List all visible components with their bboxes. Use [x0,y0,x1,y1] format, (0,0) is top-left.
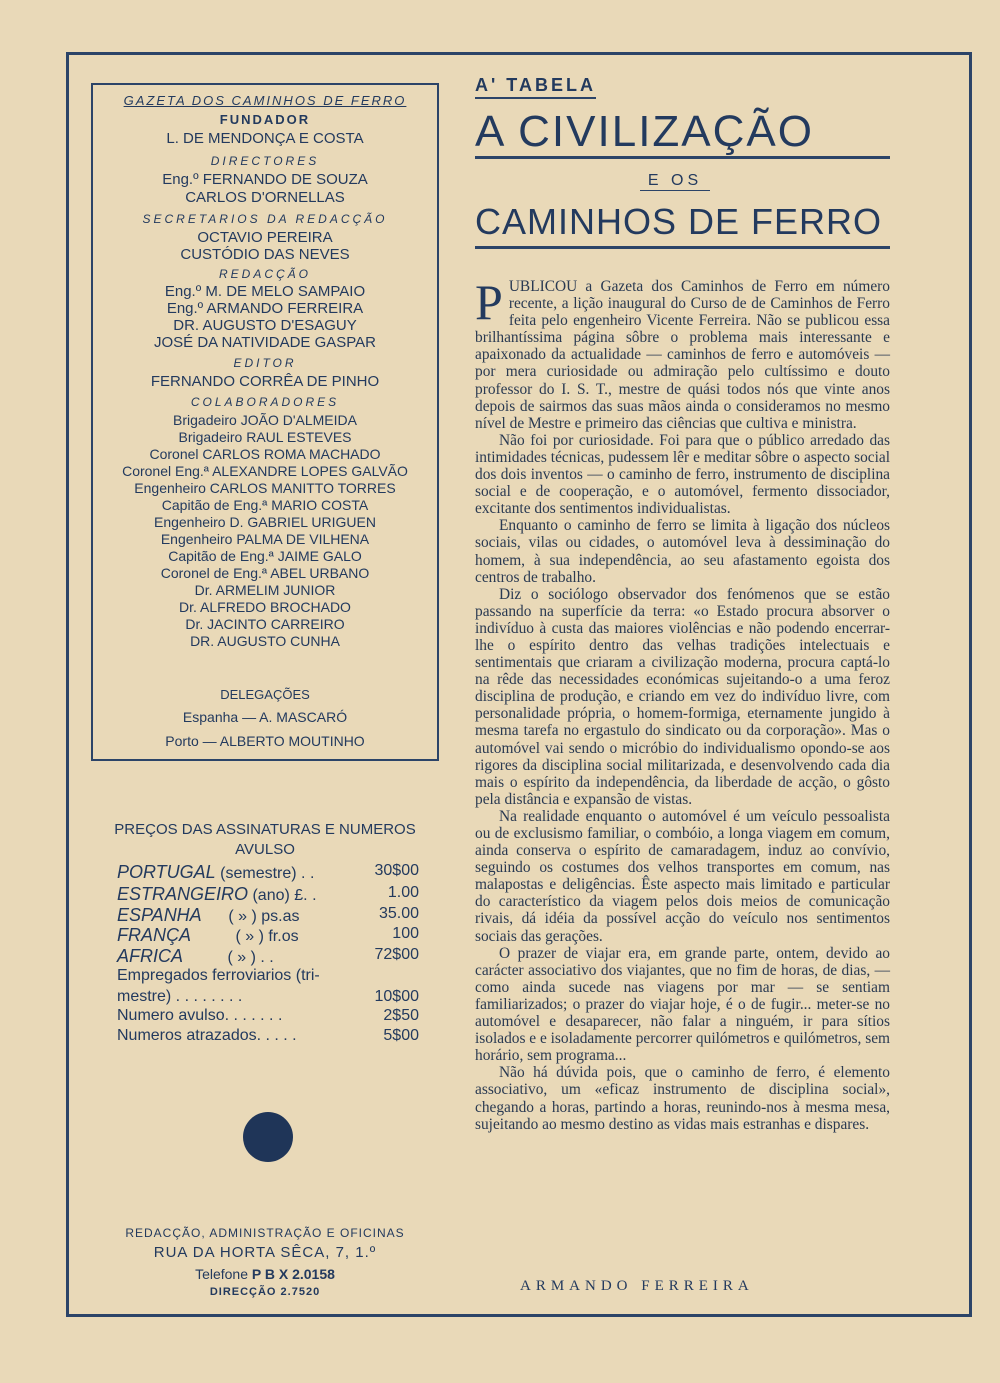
price-detail: ( » ) ps.as [201,908,300,925]
secretaries-label: SECRETARIOS DA REDACÇÃO [142,212,388,226]
price-row [117,1007,419,1027]
founder-label: FUNDADOR [219,112,311,127]
directors-label: DIRECTORES [210,154,320,168]
price-label [117,925,299,946]
article-title-join: E OS [640,172,710,191]
price-value: 5$00 [383,1027,419,1044]
price-detail: Numeros atrazados. . . . . [117,1027,297,1044]
redaccao-name: Eng.º M. DE MELO SAMPAIO [164,283,366,300]
redaccao-name: JOSÉ DA NATIVIDADE GASPAR [154,334,376,351]
price-label [117,862,314,883]
director-name: CARLOS D'ORNELLAS [185,189,345,206]
price-detail: Numero avulso. . . . . . . [117,1007,283,1024]
price-country: ESTRANGEIRO [117,884,249,904]
masthead-title: GAZETA DOS CAMINHOS DE FERRO [123,93,407,108]
collaborator-name: Coronel de Eng.ª ABEL URBANO [160,565,370,581]
price-row [117,884,419,904]
price-row [117,967,419,987]
secretary-name: OCTAVIO PEREIRA [197,229,333,246]
prices-title: AVULSO [235,841,295,858]
price-label [117,884,317,905]
collaborator-name: Coronel CARLOS ROMA MACHADO [149,446,381,462]
price-value: 1.00 [387,884,419,901]
address-line-2: RUA DA HORTA SÊCA, 7, 1.º [153,1244,377,1261]
price-row [117,905,419,925]
ornament-dot [243,1112,293,1162]
price-country: AFRICA [117,946,184,966]
secretary-name: CUSTÓDIO DAS NEVES [180,246,350,263]
redaccao-name: Eng.º ARMANDO FERREIRA [166,300,364,317]
collaborator-name: Brigadeiro RAUL ESTEVES [178,429,352,445]
price-value: 10$00 [374,988,419,1005]
price-label [117,1027,297,1045]
collaborator-name: Dr. ALFREDO BROCHADO [179,599,351,615]
article-paragraph: Não foi por curiosidade. Foi para que o público arredado das intimidades técnicas, pudessem lêr e meditar sôbre o aspecto social dos dois inventos — o caminho de ferro, instrumento de disciplina social e de cooperação, e o automóvel, fermento dissociador, excitante dos sentimentos individualistas. [475,431,890,518]
collaborator-name: Engenheiro D. GABRIEL URIGUEN [153,514,376,530]
collaborator-name: Engenheiro CARLOS MANITTO TORRES [134,480,396,496]
collaborator-name: Engenheiro PALMA DE VILHENA [160,531,370,547]
price-value: 35.00 [378,905,419,922]
collaborator-name: Dr. ARMELIM JUNIOR [194,582,336,598]
phone-label: Telefone [195,1266,248,1282]
redaccao-name: DR. AUGUSTO D'ESAGUY [173,317,357,334]
collaborator-name: DR. AUGUSTO CUNHA [190,633,340,649]
article-paragraph: Na realidade enquanto o automóvel é um veículo pessoalista ou de exclusismo familiar, o combóio, a longa viagem em comum, ainda conserva o espírito de camaradagem, induz ao convívio, seguindo os costumes dos velhos transportes em comum, nas malapostas e deligências. Êste aspecto mais limitado e particular do característico da viagem pelos dois meios de comunicação rivais, dá idéia da possível acção do veículo nos sentimentos sociais das gerações. [475,807,890,945]
price-label [117,1007,282,1025]
prices-title: PREÇOS DAS ASSINATURAS E NUMEROS [114,821,416,838]
signature: ARMANDO FERREIRA [520,1278,754,1294]
price-row [117,862,419,882]
editor-label: EDITOR [233,356,297,370]
price-country: PORTUGAL [117,862,216,882]
price-row [117,1027,419,1047]
price-value: 100 [392,925,419,942]
redaccao-label: REDACÇÃO [218,267,311,281]
director-name: Eng.º FERNANDO DE SOUZA [162,171,368,188]
price-row [117,946,419,966]
collaborators-label: COLABORADORES [190,395,340,409]
price-detail: Empregados ferroviarios (tri- [117,967,320,984]
price-detail: ( » ) . . [183,949,274,966]
price-detail: mestre) . . . . . . . . [117,988,243,1005]
article-paragraph: O prazer de viajar era, em grande parte, ontem, devido ao carácter associativo dos viajantes, que no fim de horas, de dias, — como ainda sucede nas viagens por mar — se sentiam familiarizados; o prazer do viajar hoje, é o de fugir... meter-se no automóvel e desaparecer, não falar a ninguém, ir para sítios isolados e e isoladamente percorrer quilómetros e quilómetros, sem horário, sem programa... [475,944,890,1065]
drop-cap: P [475,274,503,330]
delegation-entry: Espanha — A. MASCARÓ [182,709,348,725]
collaborator-name: Brigadeiro JOÃO D'ALMEIDA [173,412,357,428]
price-detail: (semestre) . . [215,865,315,882]
article-paragraph: Diz o sociólogo observador dos fenómenos que se estão passando na superfície da terra: «o Estado procura absorver o indivíduo à custa das maiores violências e não podendo encerrar-lhe o espírito dentro das velhas tradições intelectuais e sentimentais que criaram a civilização moderna, procura captá-lo na rêde das necessidades económicas sujeitando-o a uma feroz disciplina de produção, e criando em vez do indivíduo livre, com personalidade própria, o homem-formiga, eternamente jungido à mesma tarefa no ergastulo do sindicato ou da corporação». Mas o automóvel vai sendo o micróbio do individualismo opondo-se aos rigores da disciplina social militarizada, e desenvolvendo cada dia mais o espírito da independência, da liberdade de acção, o gôsto pela distância e expansão de vistas. [475,585,890,808]
collaborator-name: Capitão de Eng.ª MARIO COSTA [161,497,369,513]
article-kicker: A' TABELA [475,75,596,99]
address-line-1: REDACÇÃO, ADMINISTRAÇÃO E OFICINAS [125,1226,405,1240]
price-label [117,905,300,926]
price-label [117,967,320,985]
editor-name: FERNANDO CORRÊA DE PINHO [150,373,380,390]
price-value: 72$00 [374,946,419,963]
collaborator-name: Capitão de Eng.ª JAIME GALO [168,548,362,564]
article-paragraph [475,274,890,432]
article-paragraph: Enquanto o caminho de ferro se limita à ligação dos núcleos sociais, vilas ou cidades, o automóvel leva à dessiminação do homem, à sua independência, ao seu afastamento egoista dos centros de trabalho. [475,517,890,586]
collaborator-name: Coronel Eng.ª ALEXANDRE LOPES GALVÃO [122,463,408,479]
price-row [117,925,419,945]
price-label [117,988,242,1006]
paragraph-text: UBLICOU a Gazeta dos Caminhos de Ferro em número recente, a lição inaugural do Curso de de Caminhos de Ferro feita pelo engenheiro Vicente Ferreira. Não se publicou essa brilhantíssima página sôbre o problema mais interessante e apaixonado da actualidade — caminhos de ferro e automóveis — por mera curiosidade ou admiração pelo cultíssimo e douto professor do I. S. T., mestre de quási todos nós que vinte anos depois de sairmos das suas mãos ainda o consideramos no mesmo nível de Mestre e primeiro das ciências que cultiva e ministra. [475,278,890,432]
price-value: 30$00 [374,862,419,879]
founder-name: L. DE MENDONÇA E COSTA [166,130,364,147]
phone-number: P B X 2.0158 [251,1266,335,1282]
direction-phone: DIRECÇÃO 2.7520 [209,1286,321,1298]
price-country: ESPANHA [117,905,202,925]
price-country: FRANÇA [117,925,192,945]
delegations-label: DELEGAÇÕES [220,687,310,702]
article-body [475,274,890,1133]
price-value: 2$50 [383,1007,419,1024]
price-row [117,988,419,1008]
price-label [117,946,274,967]
price-detail: (ano) £. . [248,887,317,904]
article-title-1: A CIVILIZAÇÃO [475,108,890,159]
price-detail: ( » ) fr.os [191,928,299,945]
article-paragraph: Não há dúvida pois, que o caminho de ferro, é elemento associativo, um «eficaz instrumento de disciplina social», chegando a horas, partindo a horas, reunindo-nos à mesma mesa, sujeitando ao mesmo destino as vidas mais estranhas e dispares. [475,1064,890,1133]
phone-line [91,1266,439,1282]
collaborator-name: Dr. JACINTO CARREIRO [185,616,345,632]
delegation-entry: Porto — ALBERTO MOUTINHO [165,733,365,749]
article-title-2: CAMINHOS DE FERRO [475,198,890,249]
